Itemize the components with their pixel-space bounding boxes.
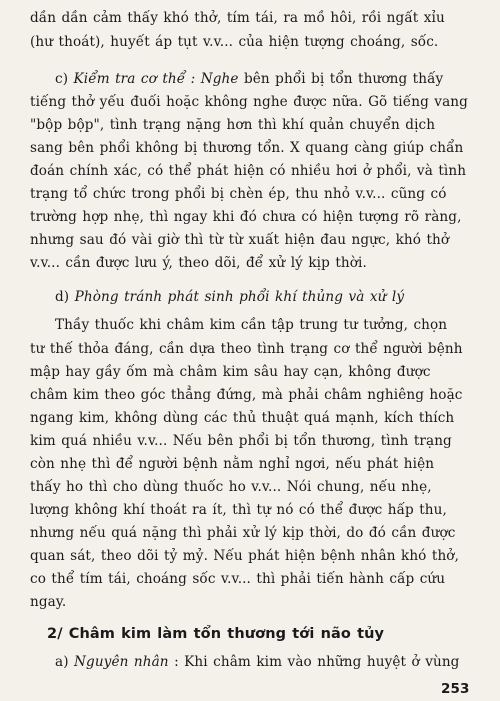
paragraph-line: nhưng nếu quá nặng thì phải xử lý kịp thời, do đó cần được [30, 525, 456, 541]
paragraph-line: trường hợp nhẹ, thì ngay khi đó chưa có hiện tượng rõ ràng, [30, 209, 462, 225]
paragraph-line: nhưng sau đó vài giờ thì từ từ xuất hiện đau ngực, khó thở [30, 232, 450, 248]
subsection-d-line [55, 288, 404, 307]
subsection-c-prefix: c) [55, 71, 69, 87]
subsection-c-text: bên phổi bị tổn thương thấy [243, 71, 444, 87]
paragraph-line: châm kim theo góc thẳng đứng, mà phải châm nghiêng hoặc [30, 387, 463, 403]
paragraph-line: co thể tím tái, choáng sốc v.v... thì phải tiến hành cấp cứu [30, 571, 446, 587]
subsection-a-title: Nguyên nhân [74, 654, 169, 670]
subsection-c-line [55, 70, 443, 89]
paragraph-line: v.v... cần được lưu ý, theo dõi, để xử lý kịp thời. [30, 255, 367, 271]
paragraph-line: đoán chính xác, có thể phát hiện có nhiều hơi ở phổi, và tình [30, 163, 467, 179]
paragraph-line: lượng không khí thoát ra ít, thì tự nó có thể được hấp thu, [30, 502, 447, 518]
paragraph-line: dần dần cảm thấy khó thở, tím tái, ra mồ hôi, rồi ngất xỉu [30, 10, 445, 26]
subsection-d-title: Phòng tránh phát sinh phổi khí thủng và xử lý [74, 289, 405, 305]
paragraph-line: tiếng thở yếu đuối hoặc không nghe được nữa. Gõ tiếng vang [30, 94, 468, 110]
paragraph-line: thấy ho thì cho dùng thuốc ho v.v... Nói chung, nếu nhẹ, [30, 479, 432, 495]
page-number: 253 [441, 681, 470, 697]
subsection-d-prefix: d) [55, 289, 70, 305]
subsection-a-prefix: a) [55, 654, 69, 670]
paragraph-line: mập hay gầy ốm mà châm kim sâu hay cạn, không được [30, 364, 431, 380]
paragraph-line: ngay. [30, 594, 67, 610]
section-heading: 2/ Châm kim làm tổn thương tới não tủy [47, 626, 385, 642]
subsection-a-text: : Khi châm kim vào những huyệt ở vùng [174, 654, 460, 670]
paragraph-line: "bộp bộp", tình trạng nặng hơn thì khí quản chuyển dịch [30, 117, 436, 133]
paragraph-line: (hư thoát), huyết áp tụt v.v... của hiện tượng choáng, sốc. [30, 34, 439, 50]
paragraph-line: trạng tổ chức trong phổi bị chèn ép, thu nhỏ v.v... cũng có [30, 186, 447, 202]
paragraph-line: ngang kim, không dùng các thủ thuật quá mạnh, kích thích [30, 410, 455, 426]
paragraph-line: còn nhẹ thì để người bệnh nằm nghỉ ngơi, nếu phát hiện [30, 456, 435, 472]
paragraph-line: sang bên phổi không bị thương tổn. X quang càng giúp chẩn [30, 140, 464, 156]
paragraph-line: quan sát, theo dõi tỷ mỷ. Nếu phát hiện bệnh nhân khó thở, [30, 548, 460, 564]
subsection-a-line [55, 653, 460, 672]
paragraph-line: Thầy thuốc khi châm kim cần tập trung tư tưởng, chọn [55, 317, 448, 333]
paragraph-line: tư thế thỏa đáng, cần dựa theo tình trạng cơ thể người bệnh [30, 341, 463, 357]
paragraph-line: kim quá nhiều v.v... Nếu bên phổi bị tổn thương, tình trạng [30, 433, 452, 449]
subsection-c-title: Kiểm tra cơ thể : Nghe [73, 71, 239, 87]
